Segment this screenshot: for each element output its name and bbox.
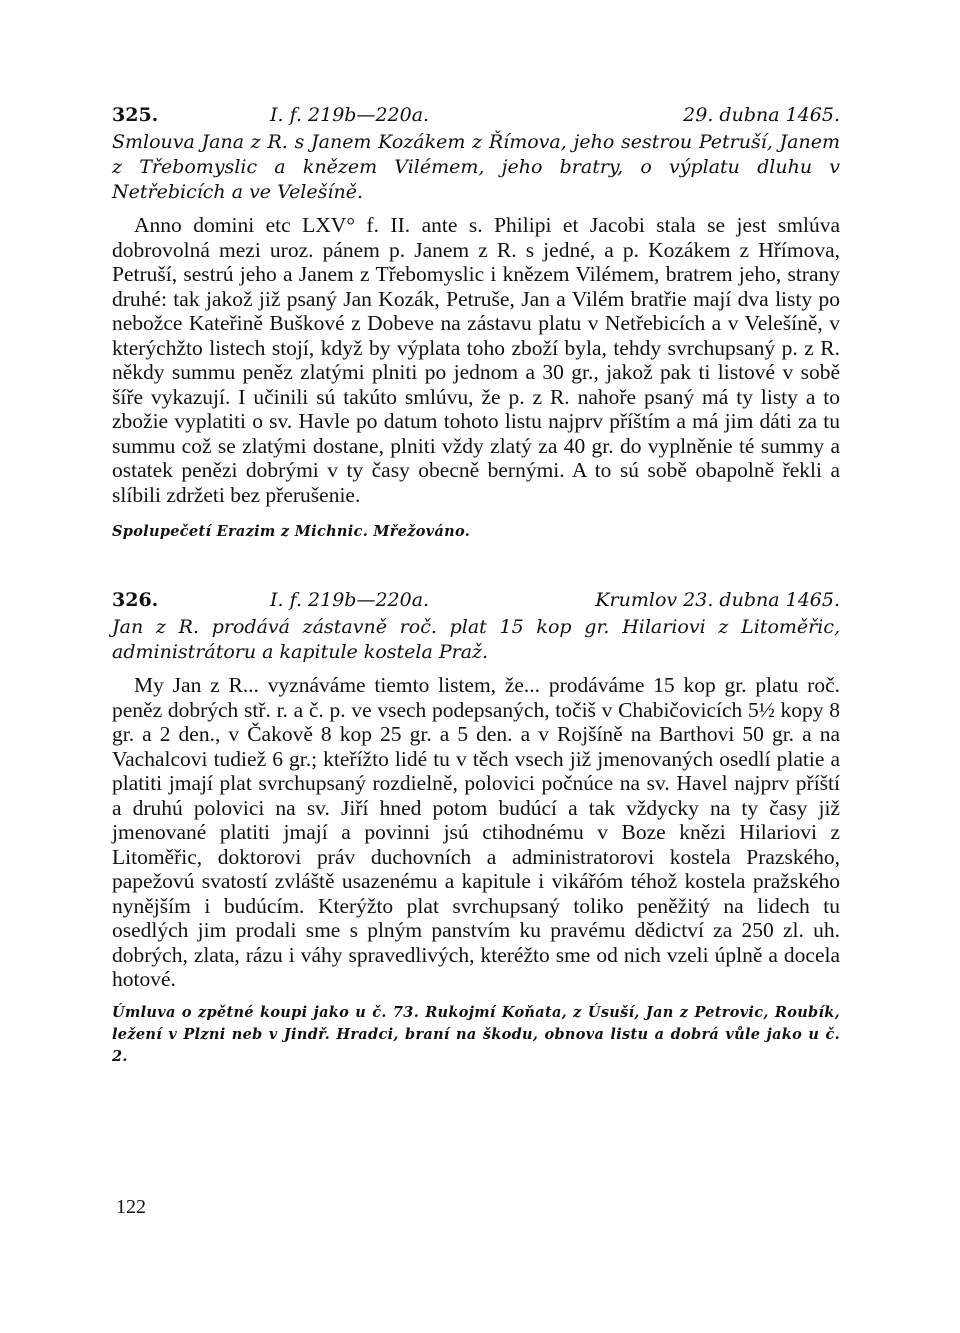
entry-body-text: Anno domini etc LXV° f. II. ante s. Philipi et Jacobi stala se jest smlúva dobrovolná mezi uroz. pánem p. Janem z R. s jedné, a p. Kozákem z Hřímova, Petruší, sestrú jeho a Janem z Třebomyslic i knězem Vilémem, bratrem jeho, strany druhé: tak jakož již psaný Jan Kozák, Petruše, Jan a Vilém bratřie mají dva listy po nebožce Kateřině Buškové z Dobeve na zástavu platu v Netřebicích a v Velešíně, v kterýchžto listech stojí, když by výplata toho zboží byla, tehdy svrchupsaný p. z R. někdy summu peněz zlatými plniti po jednom a 30 gr., jakož pak ti listové v sobě šíře vykazují. I učinili sú takúto smlúvu, že p. z R. nahoře psaný má ty listy a to zbožie vyplatiti o sv. Havle po datum tohoto listu najprv příštím a má jim dáti za tu summu což se zlatými dostane, plniti vždy zlatý za 40 gr. do vyplněnie té summy a ostatek penězi dobrými v ty časy obecně bernými. A to sú sobě obapolně řekli a slíbili zdržeti bez přerušenie. xyxy=(112,213,840,507)
page-number: 122 xyxy=(116,1196,146,1218)
entry-source-reference: I. f. 219b—220a. xyxy=(270,104,430,126)
entry-source-reference: I. f. 219b—220a. xyxy=(270,589,430,611)
entry-header xyxy=(112,102,840,128)
entry-note: Úmluva o zpětné koupi jako u č. 73. Rukojmí Koňata, z Úsuší, Jan z Petrovic, Roubík, ležení v Plzni neb v Jindř. Hradci, braní na škodu, obnova listu a dobrá vůle jako u č. 2. xyxy=(112,1003,840,1065)
entry-date: Krumlov 23. dubna 1465. xyxy=(595,589,840,611)
entry-body-text: My Jan z R... vyznáváme tiemto listem, že... prodáváme 15 kop gr. platu roč. peněz dobrých stř. r. a č. p. ve vsech podepsaných, točiš v Chabičovicích 5½ kopy 8 gr. a 2 den., v Čakově 8 kop 25 gr. a 5 den. a v Rojšíně na Barthovi 50 gr. a na Vachalcovi tudiež 6 gr.; kteřížto lidé tu v těch vsech již jmenovaných osedlí platie a platiti jmají plat svrchupsaný rozdielně, polovici počnúce na sv. Havel najprv příští a druhú polovici na sv. Jiří hned potom budúcí a tak vždycky na ty časy již jmenované platiti jmají a povinni jsú ctihodnému v Boze knězi Hilariovi z Litoměřic, doktorovi práv duchovních a administratorovi kostela Prazského, papežovú svatostí zvláště usazenému a kapitule i vikářóm téhož kostela pražského nynějším i budúcím. Kterýžto plat svrchupsaný toliko peněžitý na lidech tu osedlých jim prodali sme s plným panstvím ku pravému dědictví za 250 zl. uh. dobrých, zlata, rázu i váhy spravedlivých, kteréžto sme od nich vzeli úplně a docela hotové. xyxy=(112,673,840,991)
entry-326 xyxy=(112,587,840,1068)
entry-number: 325. xyxy=(112,104,159,126)
entry-regest: Jan z R. prodává zástavně roč. plat 15 kop gr. Hilariovi z Litoměřic, administrátoru a kapitule kostela Praž. xyxy=(112,616,840,663)
document-page xyxy=(112,102,840,1068)
entry-325 xyxy=(112,102,840,543)
entry-number: 326. xyxy=(112,589,159,611)
entry-note: Spolupečetí Erazim z Michnic. Mřežováno. xyxy=(112,523,471,540)
entry-regest: Smlouva Jana z R. s Janem Kozákem z Římova, jeho sestrou Petruší, Janem z Třebomyslic a knězem Vilémem, jeho bratry, o výplatu dluhu v Netřebicích a ve Velešíně. xyxy=(112,131,840,203)
entry-date: 29. dubna 1465. xyxy=(683,104,840,126)
entry-header xyxy=(112,587,840,613)
